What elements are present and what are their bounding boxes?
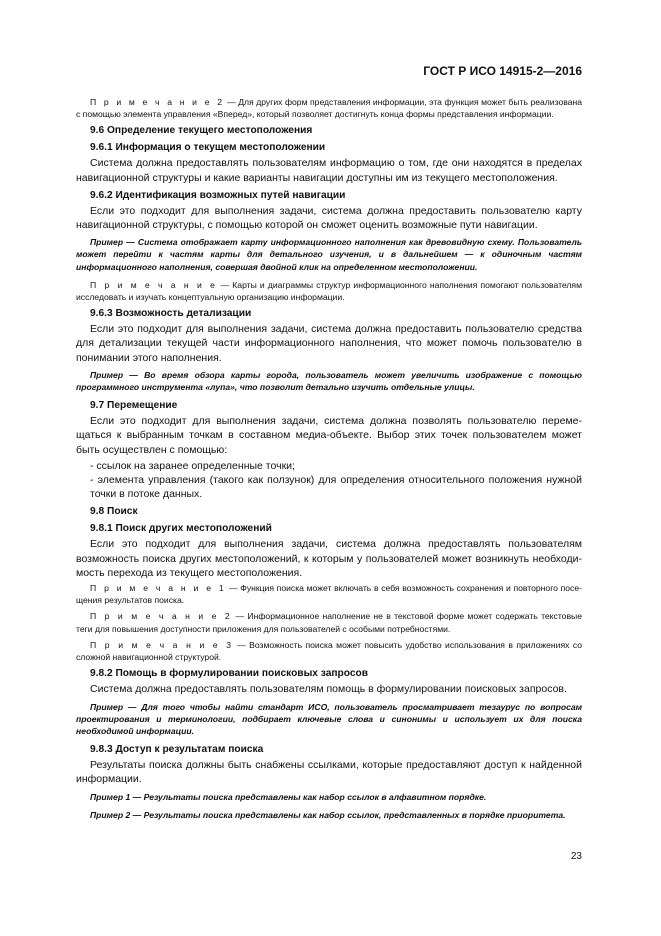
section-9-6-title: 9.6 Определение текущего местоположения [90,125,313,137]
paragraph: Если это подходит для выполнения задачи, система должна предоставить пользователю карту навигационной структуры, с помощью которой он сможет оценить возможные пути навигации. [76,204,582,232]
note [76,96,582,120]
section-9-8-title: 9.8 Поиск [90,506,138,518]
paragraph: Если это подходит для выполнения задачи, система должна предоставлять пользователям возможность поиска других местоположений, к которым у пользователей может возникнуть необходимость перехода из текущего местоположения. [76,538,582,579]
section-9-7-title: 9.7 Перемещение [90,400,178,412]
paragraph: Если это подходит для выполнения задачи, система должна предоставить пользователю средства для детализации текущей части информационного наполнения, что может помочь пользователю в понимании этого наполнения. [76,323,582,364]
note [76,279,582,303]
paragraph: Результаты поиска должны быть снабжены ссылками, которые предоставляют доступ к найденной информации. [76,759,582,786]
note-text: — Для других форм представления информации, эта функция может быть реализована с помощью элемента управления «Вперед», который позволяет достигнуть конца формы представления информации. [76,97,582,120]
example: Пример — Для того чтобы найти стандарт ИСО, пользователь просматривает тезаурус по вопросам проектирования и терминологии, подбирает ключевые слова и синонимы и использует их для поиска необходимой информации. [76,701,582,736]
note [76,610,582,634]
section-9-8-1-title: 9.8.1 Поиск других местоположений [90,523,272,535]
section-9-8-2-title: 9.8.2 Помощь в формулировании поисковых запросов [90,668,368,680]
example: Пример 1 — Результаты поиска представлены как набор ссылок в алфавитном порядке. [90,791,487,802]
document-header: ГОСТ Р ИСО 14915-2—2016 [423,64,582,78]
note-label: П р и м е ч а н и е [90,279,218,290]
note [76,582,582,606]
note-text: — Возможность поиска может повысить удобство использования в приложениях со сложной навигационной структурой. [76,639,582,663]
note-label: П р и м е ч а н и е 3 [90,639,234,650]
section-9-6-2-title: 9.6.2 Идентификация возможных путей навигации [90,189,346,201]
section-9-8-3-title: 9.8.3 Доступ к результатам поиска [90,744,264,756]
example: Пример — Система отображает карту информационного наполнения как древовидную схему. Пользователь может перейти к частям карты для детального изучения, и в дальнейшем — к одиночным частям информационного наполнения, совершая двойной клик на определенном местоположении. [76,237,582,272]
list-item: - ссылок на заранее определенные точки; [90,459,295,472]
note-text: — Карты и диаграммы структур информационного наполнения помогают пользователям исследовать и изучать концептуальную организацию информации. [76,279,582,303]
section-9-6-3-title: 9.6.3 Возможность детализации [90,308,252,320]
list-item: - элемента управления (такого как ползунок) для определения относительного положения нужной точки в потоке данных. [90,474,582,501]
note-label: П р и м е ч а н и е 1 [90,583,227,594]
section-9-6-1-title: 9.6.1 Информация о текущем местоположении [90,142,326,154]
note [76,639,582,663]
note-text: — Информационное наполнение не в текстовой форме может содержать текстовые теги для повышения доступности приложения для пользователей с особыми потребностями. [76,611,582,634]
paragraph: Система должна предоставлять пользователям помощь в формулировании поисковых запросов. [90,683,567,696]
note-label: П р и м е ч а н и е 2 [90,97,225,107]
note-text: — Функция поиска может включать в себя возможность сохранения и повторного посещения результатов поиска. [76,583,582,606]
example: Пример 2 — Результаты поиска представлены как набор ссылок, представленных в порядке приоритета. [90,809,566,820]
paragraph: Если это подходит для выполнения задачи, система должна позволять пользователю перемещаться к выбранным точкам в составном медиа-объекте. Выбор этих точек пользователем может быть осуществлен с помощью: [76,415,582,456]
page-body [76,96,582,827]
example: Пример — Во время обзора карты города, пользователь может увеличить изображение с помощью программного инструмента «лупа», что позволит детально изучить отдельные улицы. [76,369,582,393]
paragraph: Система должна предоставлять пользователям информацию о том, где они находятся в пределах навигационной структуры и какие варианты навигации доступны им из текущего местоположения. [76,157,582,184]
note-label: П р и м е ч а н и е 2 [90,611,233,622]
page-number: 23 [570,851,582,862]
